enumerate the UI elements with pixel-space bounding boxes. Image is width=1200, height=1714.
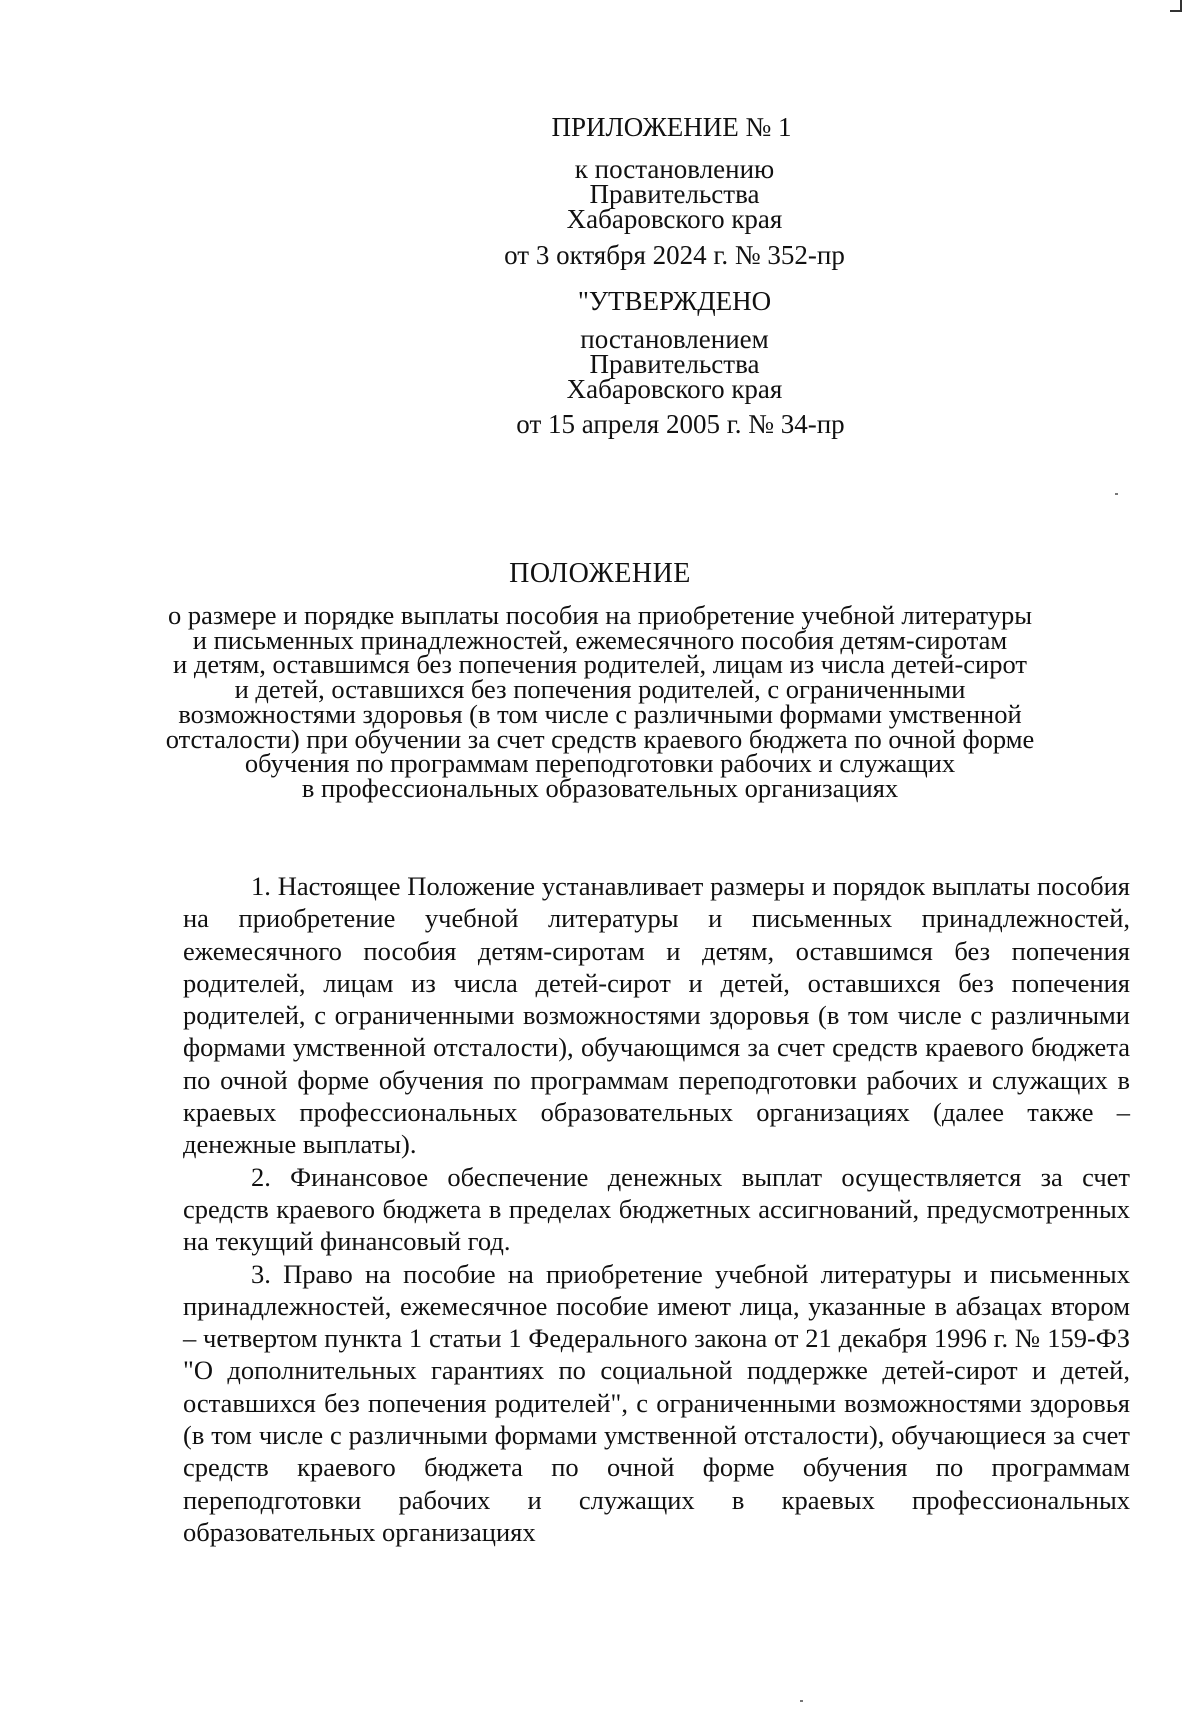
scan-speck [800, 1700, 803, 1702]
appendix-date: от 3 октября 2024 г. № 352-пр [504, 240, 845, 270]
appendix-line-3: Хабаровского края [566, 204, 783, 234]
approved-date-block [0, 410, 1200, 439]
document-body [183, 870, 1130, 1548]
approved-line-2: Правительства [589, 349, 760, 379]
scan-speck [1115, 493, 1118, 495]
paragraph-3: 3. Право на пособие на приобретение учебной литературы и письменных принадлежностей, ежемесячное пособие имеют лица, указанные в абзацах втором – четвертом пункта 1 статьи 1 Федерального закона от 21 декабря 1996 г. № 159-ФЗ "О дополнительных гарантиях по социальной поддержке детей-сирот и детей, оставшихся без попечения родителей", с ограниченными возможностями здоровья (в том числе с различными формами умственной отсталости), обучающиеся за счет средств краевого бюджета по очной форме обучения по программам переподготовки рабочих и служащих в краевых профессиональных образовательных организациях [183, 1258, 1130, 1547]
subtitle-line: и детей, оставшихся без попечения родителей, с ограниченными [234, 674, 966, 705]
approved-block [0, 287, 1200, 316]
subtitle-line: и детям, оставшимся без попечения родителей, лицам из числа детей-сирот [173, 649, 1027, 680]
approved-line-1: постановлением [580, 324, 769, 354]
approved-date: от 15 апреля 2005 г. № 34-пр [516, 409, 845, 439]
paragraph-1: 1. Настоящее Положение устанавливает размеры и порядок выплаты пособия на приобретение учебной литературы и письменных принадлежностей, ежемесячного пособия детям-сиротам и детям, оставшимся без попечения родителей, лицам из числа детей-сирот и детей, оставшихся без попечения родителей, с ограниченными возможностями здоровья (в том числе с различными формами умственной отсталости), обучающимся за счет средств краевого бюджета по очной форме обучения по программам переподготовки рабочих и служащих в краевых профессиональных образовательных организациях (далее также – денежные выплаты). [183, 871, 1130, 1160]
appendix-block [0, 113, 1200, 142]
paragraph-2: 2. Финансовое обеспечение денежных выплат осуществляется за счет средств краевого бюджета в пределах бюджетных ассигнований, предусмотренных на текущий финансовый год. [183, 1161, 1130, 1257]
subtitle-line: отсталости) при обучении за счет средств краевого бюджета по очной форме [165, 723, 1035, 754]
approved-line-3: Хабаровского края [566, 374, 783, 404]
subtitle-line: в профессиональных образовательных организациях [301, 772, 899, 803]
subtitle-line: о размере и порядке выплаты пособия на приобретение учебной литературы [168, 600, 1032, 630]
document-subtitle [100, 600, 1100, 803]
subtitle-line: обучения по программам переподготовки рабочих и служащих [244, 748, 956, 779]
appendix-heading: ПРИЛОЖЕНИЕ № 1 [551, 112, 792, 142]
scan-corner-mark [1170, 0, 1182, 12]
subtitle-line: и письменных принадлежностей, ежемесячного пособия детям-сиротам [192, 624, 1008, 655]
approved-reference [0, 324, 1200, 404]
appendix-date-block [0, 241, 1200, 270]
document-title: ПОЛОЖЕНИЕ [509, 558, 691, 589]
appendix-line-2: Правительства [589, 179, 760, 209]
appendix-reference [0, 154, 1200, 234]
appendix-line-1: к постановлению [574, 154, 775, 184]
subtitle-line: возможностями здоровья (в том числе с различными формами умственной [178, 698, 1022, 729]
approved-heading: "УТВЕРЖДЕНО [577, 286, 772, 316]
